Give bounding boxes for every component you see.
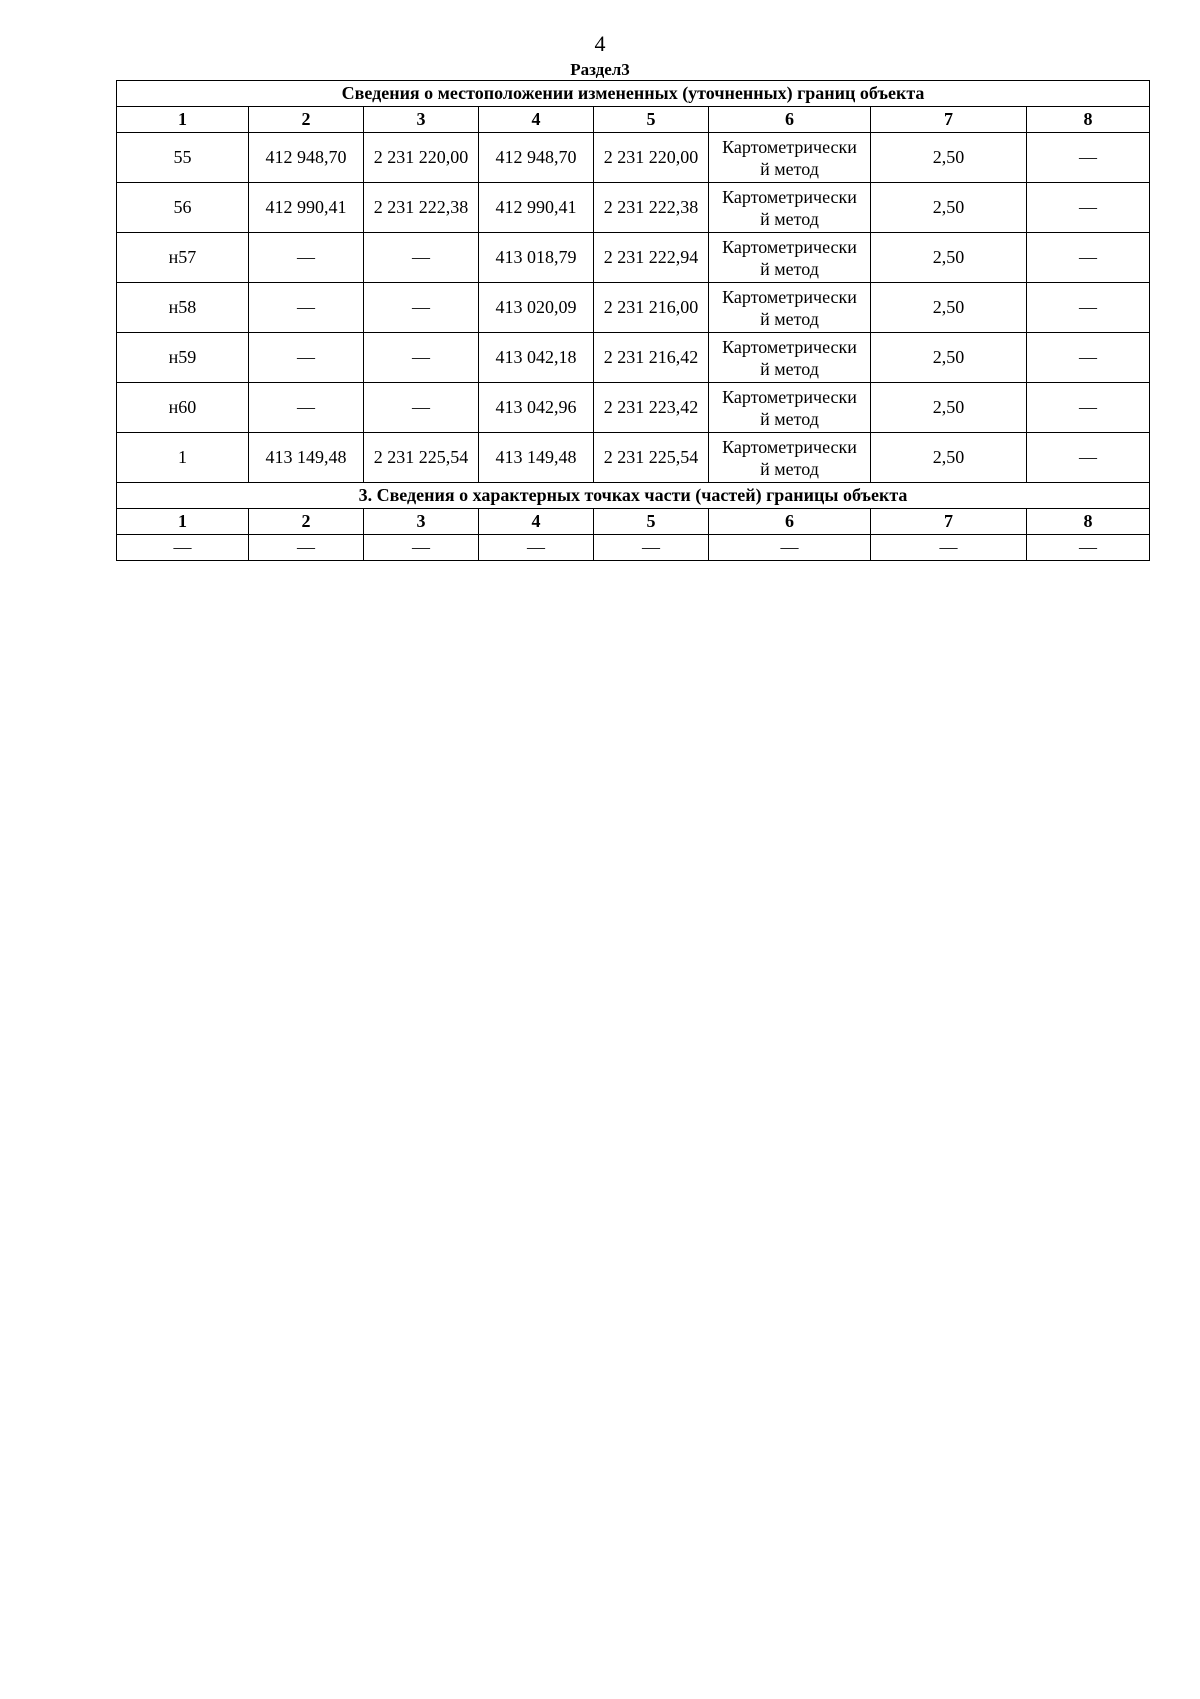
cell-c7: 2,50 — [871, 233, 1027, 283]
cell-c8: — — [1027, 383, 1150, 433]
table-caption-row — [117, 81, 1150, 107]
table-caption: Сведения о местоположении измененных (уточненных) границ объекта — [117, 81, 1150, 107]
cell-c5: 2 231 216,42 — [594, 333, 709, 383]
cell-c5: 2 231 222,94 — [594, 233, 709, 283]
cell-c8: — — [1027, 183, 1150, 233]
cell-c5: 2 231 216,00 — [594, 283, 709, 333]
cell-c5: 2 231 222,38 — [594, 183, 709, 233]
column-header: 1 — [117, 107, 249, 133]
method-line-2: й метод — [760, 308, 819, 329]
method-line-1: Картометрически — [722, 386, 857, 407]
table-header-row — [117, 107, 1150, 133]
cell-c7: 2,50 — [871, 333, 1027, 383]
cell-c5: 2 231 223,42 — [594, 383, 709, 433]
column-header: 5 — [594, 509, 709, 535]
column-header: 4 — [479, 509, 594, 535]
column-header: 2 — [249, 509, 364, 535]
parts-caption: 3. Сведения о характерных точках части (частей) границы объекта — [117, 483, 1150, 509]
column-header: 5 — [594, 107, 709, 133]
cell-method — [709, 233, 871, 283]
column-header: 3 — [364, 107, 479, 133]
table-row — [117, 233, 1150, 283]
cell-c2: 413 149,48 — [249, 433, 364, 483]
cell-c7: 2,50 — [871, 183, 1027, 233]
empty-cell: — — [479, 535, 594, 561]
cell-method — [709, 283, 871, 333]
column-header: 6 — [709, 107, 871, 133]
cell-c8: — — [1027, 133, 1150, 183]
cell-c3: 2 231 220,00 — [364, 133, 479, 183]
cell-c7: 2,50 — [871, 383, 1027, 433]
method-line-1: Картометрически — [722, 136, 857, 157]
cell-c4: 412 990,41 — [479, 183, 594, 233]
column-header: 7 — [871, 107, 1027, 133]
cell-c4: 413 149,48 — [479, 433, 594, 483]
cell-method — [709, 183, 871, 233]
cell-c1: н60 — [117, 383, 249, 433]
cell-c3: 2 231 222,38 — [364, 183, 479, 233]
cell-c4: 412 948,70 — [479, 133, 594, 183]
cell-method — [709, 383, 871, 433]
parts-caption-row — [117, 483, 1150, 509]
cell-c3: — — [364, 383, 479, 433]
cell-c2: 412 948,70 — [249, 133, 364, 183]
cell-c2: — — [249, 233, 364, 283]
cell-c5: 2 231 225,54 — [594, 433, 709, 483]
method-line-2: й метод — [760, 258, 819, 279]
parts-empty-row — [117, 535, 1150, 561]
table-row — [117, 333, 1150, 383]
empty-cell: — — [249, 535, 364, 561]
cell-c3: — — [364, 283, 479, 333]
method-line-1: Картометрически — [722, 336, 857, 357]
cell-c8: — — [1027, 433, 1150, 483]
page-number: 4 — [594, 31, 606, 56]
method-line-2: й метод — [760, 358, 819, 379]
table-row — [117, 183, 1150, 233]
empty-cell: — — [871, 535, 1027, 561]
cell-c1: н59 — [117, 333, 249, 383]
cell-c8: — — [1027, 283, 1150, 333]
column-header: 6 — [709, 509, 871, 535]
cell-c7: 2,50 — [871, 283, 1027, 333]
cell-c5: 2 231 220,00 — [594, 133, 709, 183]
method-line-1: Картометрически — [722, 236, 857, 257]
method-line-2: й метод — [760, 158, 819, 179]
empty-cell: — — [594, 535, 709, 561]
cell-c1: 55 — [117, 133, 249, 183]
cell-c2: — — [249, 283, 364, 333]
cell-c3: — — [364, 233, 479, 283]
column-header: 8 — [1027, 107, 1150, 133]
cell-c7: 2,50 — [871, 433, 1027, 483]
empty-cell: — — [117, 535, 249, 561]
column-header: 8 — [1027, 509, 1150, 535]
cell-c1: 56 — [117, 183, 249, 233]
cell-c2: — — [249, 383, 364, 433]
cell-c2: 412 990,41 — [249, 183, 364, 233]
table-row — [117, 283, 1150, 333]
section-title: Раздел3 — [570, 60, 630, 79]
method-line-1: Картометрически — [722, 436, 857, 457]
cell-c3: 2 231 225,54 — [364, 433, 479, 483]
column-header: 1 — [117, 509, 249, 535]
cell-c8: — — [1027, 233, 1150, 283]
column-header: 2 — [249, 107, 364, 133]
parts-header-row — [117, 509, 1150, 535]
method-line-2: й метод — [760, 458, 819, 479]
method-line-2: й метод — [760, 208, 819, 229]
cell-c8: — — [1027, 333, 1150, 383]
cell-method — [709, 133, 871, 183]
method-line-1: Картометрически — [722, 286, 857, 307]
table-row — [117, 383, 1150, 433]
cell-c1: н58 — [117, 283, 249, 333]
empty-cell: — — [709, 535, 871, 561]
cell-method — [709, 333, 871, 383]
empty-cell: — — [364, 535, 479, 561]
cell-c4: 413 020,09 — [479, 283, 594, 333]
cell-c2: — — [249, 333, 364, 383]
cell-c7: 2,50 — [871, 133, 1027, 183]
cell-c4: 413 018,79 — [479, 233, 594, 283]
table-row — [117, 133, 1150, 183]
cell-c3: — — [364, 333, 479, 383]
column-header: 4 — [479, 107, 594, 133]
cell-method — [709, 433, 871, 483]
cell-c4: 413 042,96 — [479, 383, 594, 433]
cell-c1: 1 — [117, 433, 249, 483]
empty-cell: — — [1027, 535, 1150, 561]
column-header: 7 — [871, 509, 1027, 535]
table-row — [117, 433, 1150, 483]
method-line-1: Картометрически — [722, 186, 857, 207]
method-line-2: й метод — [760, 408, 819, 429]
column-header: 3 — [364, 509, 479, 535]
cell-c1: н57 — [117, 233, 249, 283]
cell-c4: 413 042,18 — [479, 333, 594, 383]
boundary-table — [116, 80, 1150, 561]
